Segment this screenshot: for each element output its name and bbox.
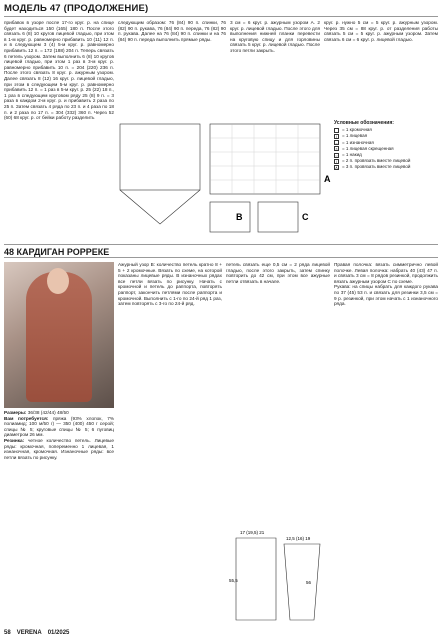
page-footer — [4, 628, 438, 638]
model48-col1: Размеры: 36/38 (42/44) 48/50 Вам потребуется: пряжа (93% хлопок, 7% полиамид; 100 м/50 г) — 350 (400) 450 г серой; спицы № 5; круговые спицы № 5; 6 пуговиц диаметром 26 мм. Резинка: четное количество петель. Лицевые ряды: кромочная, попеременно 1 лицевая, 1 изнаночная, кромочная. Изнаночные ряды: все петли вязать по рисунку. — [4, 410, 114, 460]
legend-item: ○ = 1 накид — [335, 152, 362, 158]
dimension-label: 17 (19,5) 21 — [240, 530, 265, 535]
square-icon: × — [335, 146, 338, 152]
square-icon: ∧ — [335, 165, 338, 171]
square-icon: | — [335, 134, 338, 139]
dimension-label: 56 — [306, 580, 312, 585]
square-icon — [334, 128, 339, 133]
garment-schematic — [226, 524, 330, 628]
model47-text-col1 — [4, 20, 114, 220]
dimension-label: 12,5 (16) 19 — [286, 536, 311, 541]
diagram-label-a: A — [324, 174, 331, 184]
legend-item: = 1 кромочная — [334, 127, 438, 133]
schematic-body — [236, 538, 276, 620]
diagram-label-b: B — [236, 212, 243, 222]
model47-paragraph: прибавок в узоре после 17-го круг. р. на спице будет находиться 150 (165) 180 п. После этого связать 6 (8) 10 кругов лицевой гладью, при этом в 1-м круг. р. равномерно прибавить 10 (11) 12 п. и в следующем 3 (4) 5-м круг. р. равномерно прибавить 12 п. = 172 (188) 204 п. Теперь связать 6 петель узором. Затем выполнить 6 (8) 10 кругов лицевой гладью, при этом 1 раз в 3-м круг. р. равномерно прибавить 10 п. = 204 (220) 236 п. После этого связать 8 круг. р. ажурным узором. Далее связать 8 (12) 16 круг. р. лицевой гладью, при этом в следующем 5-м круг. р. равномерно прибавить 12 п. = 1 раз в 5-м круг. р. 25 (22) 18 п., 1 раз в следующем круговом ряду 25 (8) 9 п. = 3 раза в каждом 2-м круг. р. и прибавить 2 раза по 25 п. Затем связать 4 ряда по 23 п. и 4 раза по 18 п. и 2 раза по 17 п. = 304 (332) 360 п. Через 52 (60) 68 круг. р. от бейки работу разделить — [4, 20, 114, 121]
model48-col3: петель связать еще 0,5 см = 2 ряда лицевой гладью, после этого закрыть, затем спинку повторить до 42 см, при этом все ажурные петли отвязать в начале. — [226, 262, 330, 284]
legend-item: – = 1 изнаночная — [335, 139, 374, 146]
model47-paragraph: 3 см = 6 круг. р. ажурным узором А. 2 круг. р. лицевой гладью. После этого для выполнения нижней планки перевести на круговую спицу и для горловины связать 5 круг. р. лицевой гладью. После этого петли закрыть. — [230, 20, 320, 53]
model48-col4: Правая полочка: вязать симметрично левой полочке. Левая полочка: набрать 40 (43) 47 п. и связать 3 см = 8 рядов резинкой, продолжить вязать ажурным узором С по схеме. Рукава: на спицы набрать для каждого рукава по 37 (45) 53 п. и связать для резинки 3,5 см = 9 р. резинкой, при этом начать с 1 изнаночного ряда. — [334, 262, 438, 307]
page-number: 58 — [4, 630, 11, 636]
model48-col2: Ажурный узор В: количество петель кратно 8 + 5 + 2 кромочные. Вязать по схеме, на которой показаны лицевые ряды. В изнаночных рядах все петли вязать по рисунку. Начать с кромочной и петель до раппорта, повторять раппорт, закончить петлями после раппорта и кромочной. Выполнить с 1-го по 24-й ряд 1 раз, затем повторять с 3-го по 24-й ряд. — [118, 262, 222, 307]
issue-date: 01/2025 — [47, 630, 70, 636]
legend-item: / = 2 п. провязать вместе лицевой — [335, 158, 411, 164]
legend-title: Условные обозначения: — [334, 120, 394, 126]
square-icon: ○ — [335, 152, 338, 158]
dimension-label: 55,5 — [229, 578, 238, 583]
schematic-sleeve — [284, 544, 320, 620]
page-title: МОДЕЛЬ 47 (ПРОДОЛЖЕНИЕ) — [4, 3, 149, 14]
model47-paragraph: следующим образом: 76 (84) 90 п. спинки, 76 (82) 90 п. рукава, 76 (84) 90 п. переда, 76 (82) 90 п. рукава. Далее на 76 (84) 90 п. спинки и на 76 (84) 90 п. переда выполнить прямые ряды. — [118, 20, 226, 42]
pattern-outline — [120, 124, 200, 190]
legend-item: × = 1 лицевая скрещенная — [335, 145, 394, 152]
chart-grid-b — [210, 202, 250, 232]
chart-grid-a — [210, 124, 320, 194]
model47-paragraph: круг. р. нужно 5 см = 5 круг. р. ажурным узором. Через 35 см = 88 круг. р. от разделения работы связать 5 см = 5 круг. р. ажурным узором. Затем связать 6 см = 6 круг. р. лицевой гладью. — [324, 20, 438, 42]
chart-grid-c — [258, 202, 298, 232]
model47-text-col4 — [324, 20, 438, 120]
pattern-shape — [120, 190, 200, 224]
model-photo — [4, 262, 114, 408]
legend-item: | = 1 лицевая — [335, 133, 368, 139]
model47-text-col2 — [118, 20, 226, 120]
square-icon: / — [335, 158, 338, 164]
diagram-label-c: C — [302, 212, 309, 222]
square-icon: – — [335, 140, 338, 146]
pattern-diagram — [118, 120, 338, 238]
model47-text-col3 — [230, 20, 320, 120]
legend — [334, 120, 438, 238]
legend-item: ∧ = 3 п. провязать вместе лицевой — [335, 164, 411, 171]
section-title: 48 КАРДИГАН РОРРЕКЕ — [4, 247, 110, 257]
section-header — [4, 244, 438, 258]
magazine-name: VERENA — [16, 630, 42, 636]
page-header — [4, 3, 438, 17]
